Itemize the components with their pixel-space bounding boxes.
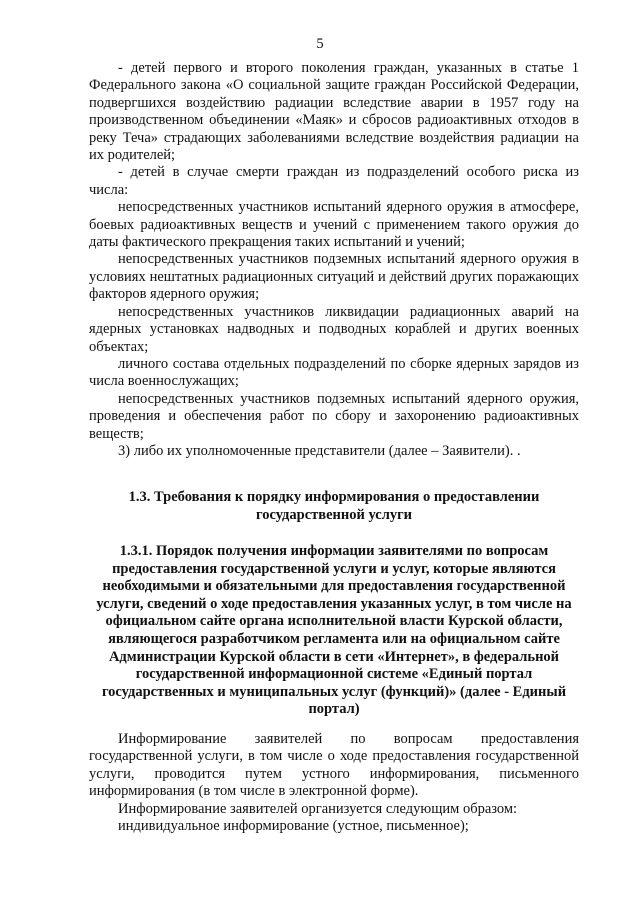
- section-heading-1-3: 1.3. Требования к порядку информирования о предоставлении государственной услуги: [128, 489, 540, 523]
- page-number: 5: [316, 36, 324, 52]
- paragraph-assembly-personnel: личного состава отдельных подразделений по сборке ядерных зарядов из числа военнослужащих;: [89, 355, 579, 390]
- paragraph-individual-informing: индивидуальное информирование (устное, письменное);: [118, 818, 469, 835]
- paragraph-informing-organization: Информирование заявителей организуется следующим образом:: [118, 800, 518, 817]
- paragraph-mayak-descendants: - детей первого и второго поколения граждан, указанных в статье 1 Федерального закона «О социальной защите граждан Российской Федерации, подвергшихся воздействию радиации вследствие аварии в 1957 году на производственном объединении «Маяк» и сбросов радиоактивных отходов в реку Теча» страдающих заболеваниями вследствие воздействия радиации на их родителей;: [89, 60, 579, 164]
- paragraph-informing-methods: Информирование заявителей по вопросам предоставления государственной услуги, в том числе о ходе предоставления государственной услуги, проводится путем устного информирования, письменного информирования (в том числе в электронной форме).: [89, 731, 579, 800]
- paragraph-special-risk-intro: - детей в случае смерти граждан из подразделений особого риска из числа:: [89, 164, 579, 198]
- paragraph-ship-accidents: непосредственных участников ликвидации радиационных аварий на ядерных установках надводных и подводных кораблей и других военных объектах;: [89, 303, 579, 355]
- informing-section: [89, 731, 579, 835]
- paragraph-underground-tests: непосредственных участников подземных испытаний ядерного оружия в условиях нештатных радиационных ситуаций и действий других поражающих факторов ядерного оружия;: [89, 251, 579, 303]
- section-heading-1-3-1: 1.3.1. Порядок получения информации заявителями по вопросам предоставления государственной услуги и услуг, которые являются необходимыми и обязательными для предоставления государственной услуги, сведений о ходе предоставления указанных услуг, в том числе на официальном сайте органа исполнительной власти Курской области, являющегося разработчиком регламента или на официальном сайте Администрации Курской области в сети «Интернет», в федеральной государственной информационной системе «Единый портал государственных и муниципальных услуг (функций)» (далее - Единый портал): [96, 543, 572, 718]
- paragraph-representatives: 3) либо их уполномоченные представители (далее – Заявители). .: [118, 442, 521, 459]
- paragraph-atmospheric-tests: непосредственных участников испытаний ядерного оружия в атмосфере, боевых радиоактивных веществ и учений с применением такого оружия до даты фактического прекращения таких испытаний и учений;: [89, 199, 579, 251]
- eligibility-list: [89, 60, 579, 460]
- paragraph-waste-burial: непосредственных участников подземных испытаний ядерного оружия, проведения и обеспечения работ по сбору и захоронению радиоактивных веществ;: [89, 390, 579, 442]
